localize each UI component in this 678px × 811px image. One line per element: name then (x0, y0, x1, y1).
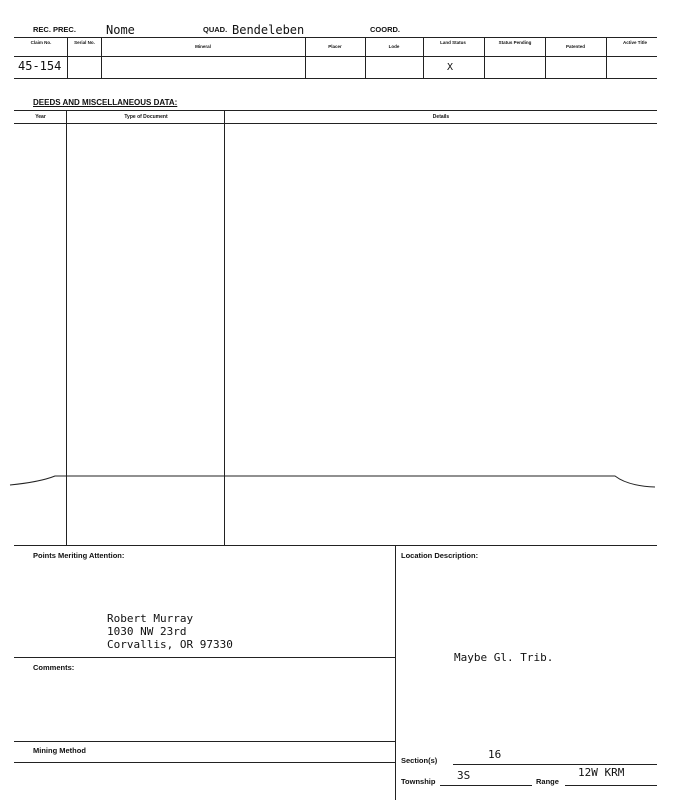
rec-prec-value: Nome (106, 23, 135, 37)
location-description: Maybe Gl. Trib. (454, 651, 554, 664)
address-line: Robert Murray (107, 612, 194, 625)
range-label: Range (536, 777, 559, 786)
col-land-status: Land Status (440, 40, 466, 45)
sections-value: 16 (488, 748, 502, 761)
sections-line (453, 764, 657, 765)
col-active-title: Active Title (623, 40, 647, 45)
mining-method-label: Mining Method (33, 746, 86, 755)
claim-no-value: 45-154 (18, 59, 62, 73)
mining-method-rule (14, 741, 395, 742)
deeds-bottom-rule (14, 545, 657, 546)
quad-label: QUAD. (203, 25, 228, 34)
header-rule (14, 37, 657, 38)
claim-col-divider (606, 37, 607, 78)
coord-label: COORD. (370, 25, 400, 34)
col-patented: Patented (565, 44, 585, 49)
comments-rule (14, 657, 395, 658)
col-claim-no: Claim No. (30, 40, 52, 45)
col-serial-no: Serial No. (74, 40, 95, 45)
range-value: 12W KRM (578, 766, 625, 779)
deeds-header-rule (14, 123, 657, 124)
claim-table-bottom-rule (14, 78, 657, 79)
township-value: 3S (457, 769, 471, 782)
comments-label: Comments: (33, 663, 75, 672)
rec-prec-label: REC. PREC. (33, 25, 76, 34)
fold-line (0, 470, 678, 494)
deeds-top-rule (14, 110, 657, 111)
col-document-type: Type of Document (124, 114, 168, 120)
location-label: Location Description: (401, 551, 479, 560)
claim-col-divider (484, 37, 485, 78)
claim-row-rule (14, 56, 657, 57)
col-mineral: Mineral (195, 44, 211, 49)
address-line: 1030 NW 23rd (107, 625, 187, 638)
col-status-pending: Status Pending (498, 40, 532, 45)
claim-col-divider (423, 37, 424, 78)
deeds-title: DEEDS AND MISCELLANEOUS DATA: (33, 98, 178, 107)
col-details: Details (432, 114, 450, 120)
col-year: Year (35, 114, 46, 120)
township-label: Township (401, 777, 436, 786)
lower-divider (395, 545, 396, 800)
township-line (440, 785, 532, 786)
mining-method-bottom-rule (14, 762, 395, 763)
col-placer: Placer (328, 44, 342, 49)
land-status-mark: X (447, 62, 454, 73)
quad-value: Bendeleben (232, 23, 305, 37)
range-line (565, 785, 657, 786)
points-label: Points Meriting Attention: (33, 551, 125, 560)
contact-address (107, 612, 233, 651)
sections-label: Section(s) (401, 756, 438, 765)
col-lode: Lode (388, 44, 400, 49)
address-line: Corvallis, OR 97330 (107, 638, 233, 651)
